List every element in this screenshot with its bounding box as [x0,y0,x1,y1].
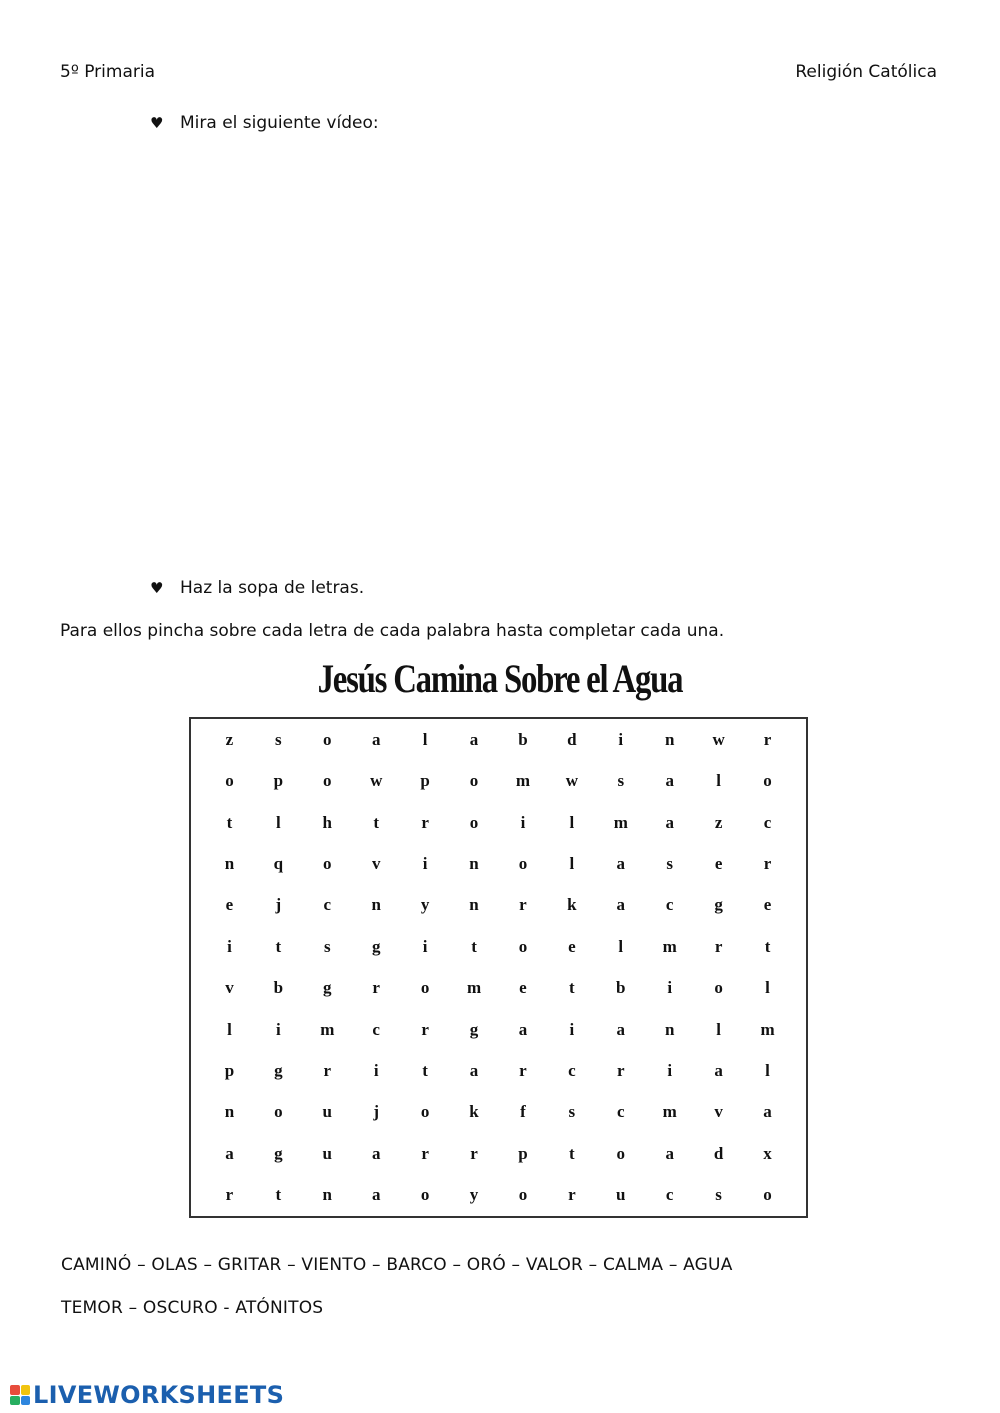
grid-letter[interactable]: r [763,853,772,873]
grid-letter[interactable]: r [421,812,429,832]
grid-letter[interactable]: u [616,1185,626,1205]
grid-letter[interactable]: m [320,1019,335,1039]
grid-letter[interactable]: r [421,1143,429,1163]
grid-letter[interactable]: i [667,1061,673,1081]
grid-letter[interactable]: a [665,771,674,791]
grid-letter[interactable]: l [422,729,428,749]
grid-letter[interactable]: o [469,812,479,832]
grid-letter[interactable]: r [323,1061,332,1081]
grid-letter[interactable]: t [226,812,233,832]
grid-letter[interactable]: z [225,729,234,749]
grid-letter[interactable]: i [422,936,428,956]
grid-letter[interactable]: o [763,771,772,791]
grid-letter[interactable]: t [764,936,771,956]
grid-letter[interactable]: o [518,936,528,956]
grid-letter[interactable]: g [274,1061,283,1081]
grade-label: 5º Primaria [60,62,156,82]
grid-letter[interactable]: i [373,1061,379,1081]
grid-letter[interactable]: j [373,1102,380,1122]
grid-letter[interactable]: o [714,978,723,998]
grid-letter[interactable]: n [224,853,235,873]
grid-letter[interactable]: a [469,729,479,749]
grid-letter[interactable]: y [469,1185,479,1205]
grid-letter[interactable]: r [225,1185,234,1205]
grid-letter[interactable]: o [323,771,332,791]
grid-letter[interactable]: a [371,1185,381,1205]
grid-letter[interactable]: s [323,936,331,956]
grid-letter[interactable]: q [273,853,284,873]
grid-letter[interactable]: m [466,978,482,998]
heart-icon: ♥ [150,114,164,132]
grid-letter[interactable]: c [665,1185,674,1205]
grid-letter[interactable]: g [323,978,332,998]
grid-letter[interactable]: e [763,895,772,915]
grid-letter[interactable]: c [323,895,332,915]
grid-letter[interactable]: w [712,729,725,749]
word-list-line-2: TEMOR – OSCURO - ATÓNITOS [61,1298,324,1318]
puzzle-instruction [150,578,364,598]
grid-letter[interactable]: r [568,1185,576,1205]
grid-letter[interactable]: p [420,771,430,791]
grid-letter[interactable]: w [565,771,578,791]
grid-letter[interactable]: a [616,1019,626,1039]
grid-letter[interactable]: h [322,812,333,832]
grid-letter[interactable]: l [227,1019,232,1039]
grid-letter[interactable]: r [617,1061,625,1081]
grid-letter[interactable]: o [420,978,430,998]
grid-letter[interactable]: g [274,1143,283,1163]
heart-icon: ♥ [150,579,164,597]
grid-letter[interactable]: v [371,853,381,873]
video-instruction [150,113,379,133]
grid-letter[interactable]: m [662,936,677,956]
grid-letter[interactable]: s [715,1185,722,1205]
grid-letter[interactable]: o [420,1185,430,1205]
grid-letter[interactable]: g [371,936,381,956]
grid-letter[interactable]: a [518,1019,528,1039]
grid-letter[interactable]: c [665,895,674,915]
puzzle-instruction-text: Haz la sopa de letras. [180,578,365,598]
grid-letter[interactable]: b [518,729,528,749]
word-list-line-1: CAMINÓ – OLAS – GRITAR – VIENTO – BARCO – ORÓ – VALOR – CALMA – AGUA [61,1255,733,1275]
grid-letter[interactable]: z [714,812,723,832]
grid-letter[interactable]: a [665,1143,674,1163]
grid-letter[interactable]: o [225,771,234,791]
grid-letter[interactable]: c [372,1019,380,1039]
grid-letter[interactable]: s [568,1102,576,1122]
grid-letter[interactable]: n [664,1019,675,1039]
grid-letter[interactable]: l [569,853,575,873]
grid-letter[interactable]: r [372,978,380,998]
grid-letter[interactable]: o [518,1185,528,1205]
grid-letter[interactable]: t [275,936,282,956]
grid-letter[interactable]: c [568,1061,576,1081]
logo-mark-icon [10,1385,30,1405]
grid-letter[interactable]: b [273,978,284,998]
grid-letter[interactable]: i [227,936,232,956]
grid-letter[interactable]: c [763,812,772,832]
grid-letter[interactable]: l [716,771,721,791]
grid-letter[interactable]: f [520,1102,526,1122]
grid-letter[interactable]: k [567,895,577,915]
grid-letter[interactable]: d [713,1143,724,1163]
grid-letter[interactable]: y [420,895,430,915]
grid-letter[interactable]: o [420,1102,430,1122]
video-instruction-text: Mira el siguiente vídeo: [180,113,379,133]
grid-letter[interactable]: l [618,936,624,956]
grid-letter[interactable]: s [617,771,625,791]
grid-letter[interactable]: i [276,1019,281,1039]
logo-square [10,1396,20,1406]
grid-letter[interactable]: a [371,729,381,749]
grid-letter[interactable]: p [518,1143,528,1163]
word-search-grid [189,717,808,1218]
grid-letter[interactable]: e [519,978,527,998]
grid-letter[interactable]: n [224,1102,235,1122]
grid-letter[interactable]: t [569,1143,575,1163]
grid-letter[interactable]: i [422,853,428,873]
grid-letter[interactable]: l [765,978,770,998]
grid-letter[interactable]: m [662,1102,677,1122]
grid-letter[interactable]: o [274,1102,283,1122]
grid-letter[interactable]: o [469,771,479,791]
grid-letter[interactable]: a [665,812,674,832]
grid-letter[interactable]: n [469,853,479,873]
grid-letter[interactable]: r [714,936,723,956]
grid-letter[interactable]: s [275,729,282,749]
logo-square [21,1396,31,1406]
grid-letter[interactable]: r [470,1143,478,1163]
grid-letter[interactable]: i [520,812,526,832]
grid-letter[interactable]: i [618,729,624,749]
logo-square [21,1385,31,1395]
grid-letter[interactable]: o [763,1185,772,1205]
grid-letter[interactable]: c [617,1102,625,1122]
grid-letter[interactable]: m [613,812,628,832]
grid-letter[interactable]: x [763,1143,772,1163]
grid-letter[interactable]: w [370,771,383,791]
puzzle-title: Jesús Camina Sobre el Agua [317,656,683,701]
grid-letter[interactable]: l [569,812,575,832]
grid-letter[interactable]: s [666,853,674,873]
grid-letter[interactable]: o [323,853,332,873]
grid-letter[interactable]: g [469,1019,479,1039]
subject-label: Religión Católica [795,62,937,82]
grid-letter[interactable]: g [714,895,723,915]
logo-text: LIVEWORKSHEETS [33,1381,285,1409]
grid-letter[interactable]: o [616,1143,626,1163]
grid-letter[interactable]: t [275,1185,282,1205]
grid-letter[interactable]: d [567,729,577,749]
grid-letter[interactable]: p [224,1061,235,1081]
grid-letter[interactable]: r [763,729,772,749]
grid-letter[interactable]: l [716,1019,721,1039]
grid-letter[interactable]: i [667,978,673,998]
grid-letter[interactable]: t [569,978,575,998]
grid-letter[interactable]: a [714,1061,723,1081]
grid-letter[interactable]: a [469,1061,479,1081]
grid-letter[interactable]: m [760,1019,775,1039]
grid-letter[interactable]: a [371,1143,381,1163]
grid-letter[interactable]: t [422,1061,428,1081]
grid-letter[interactable]: a [616,895,626,915]
liveworksheets-logo [10,1381,284,1409]
grid-letter[interactable]: l [276,812,281,832]
grid-letter[interactable]: t [471,936,477,956]
grid-letter[interactable]: b [616,978,626,998]
grid-letter[interactable]: e [568,936,576,956]
grid-letter[interactable]: p [273,771,284,791]
click-instruction: Para ellos pincha sobre cada letra de cada palabra hasta completar cada una. [60,621,725,641]
grid-letter[interactable]: a [616,853,626,873]
grid-letter[interactable]: i [569,1019,575,1039]
grid-letter[interactable]: o [323,729,332,749]
grid-letter[interactable]: u [322,1143,333,1163]
grid-letter[interactable]: k [469,1102,479,1122]
grid-letter[interactable]: o [518,853,528,873]
grid-letter[interactable]: u [322,1102,333,1122]
grid-letter[interactable]: n [322,1185,333,1205]
grid-letter[interactable]: e [714,853,723,873]
grid-letter[interactable]: m [515,771,531,791]
grid-letter[interactable]: l [765,1061,770,1081]
grid-letter[interactable]: r [519,895,527,915]
grid-letter[interactable]: t [373,812,380,832]
grid-letter[interactable]: a [225,1143,234,1163]
grid-letter[interactable]: v [225,978,234,998]
grid-letter[interactable]: n [469,895,479,915]
grid-letter[interactable]: a [763,1102,772,1122]
grid-letter[interactable]: n [371,895,381,915]
grid-letter[interactable]: r [519,1061,527,1081]
grid-letter[interactable]: n [664,729,675,749]
logo-square [10,1385,20,1395]
grid-letter[interactable]: e [225,895,234,915]
grid-letter[interactable]: v [714,1102,723,1122]
grid-letter[interactable]: r [421,1019,429,1039]
grid-letter[interactable]: j [275,895,282,915]
